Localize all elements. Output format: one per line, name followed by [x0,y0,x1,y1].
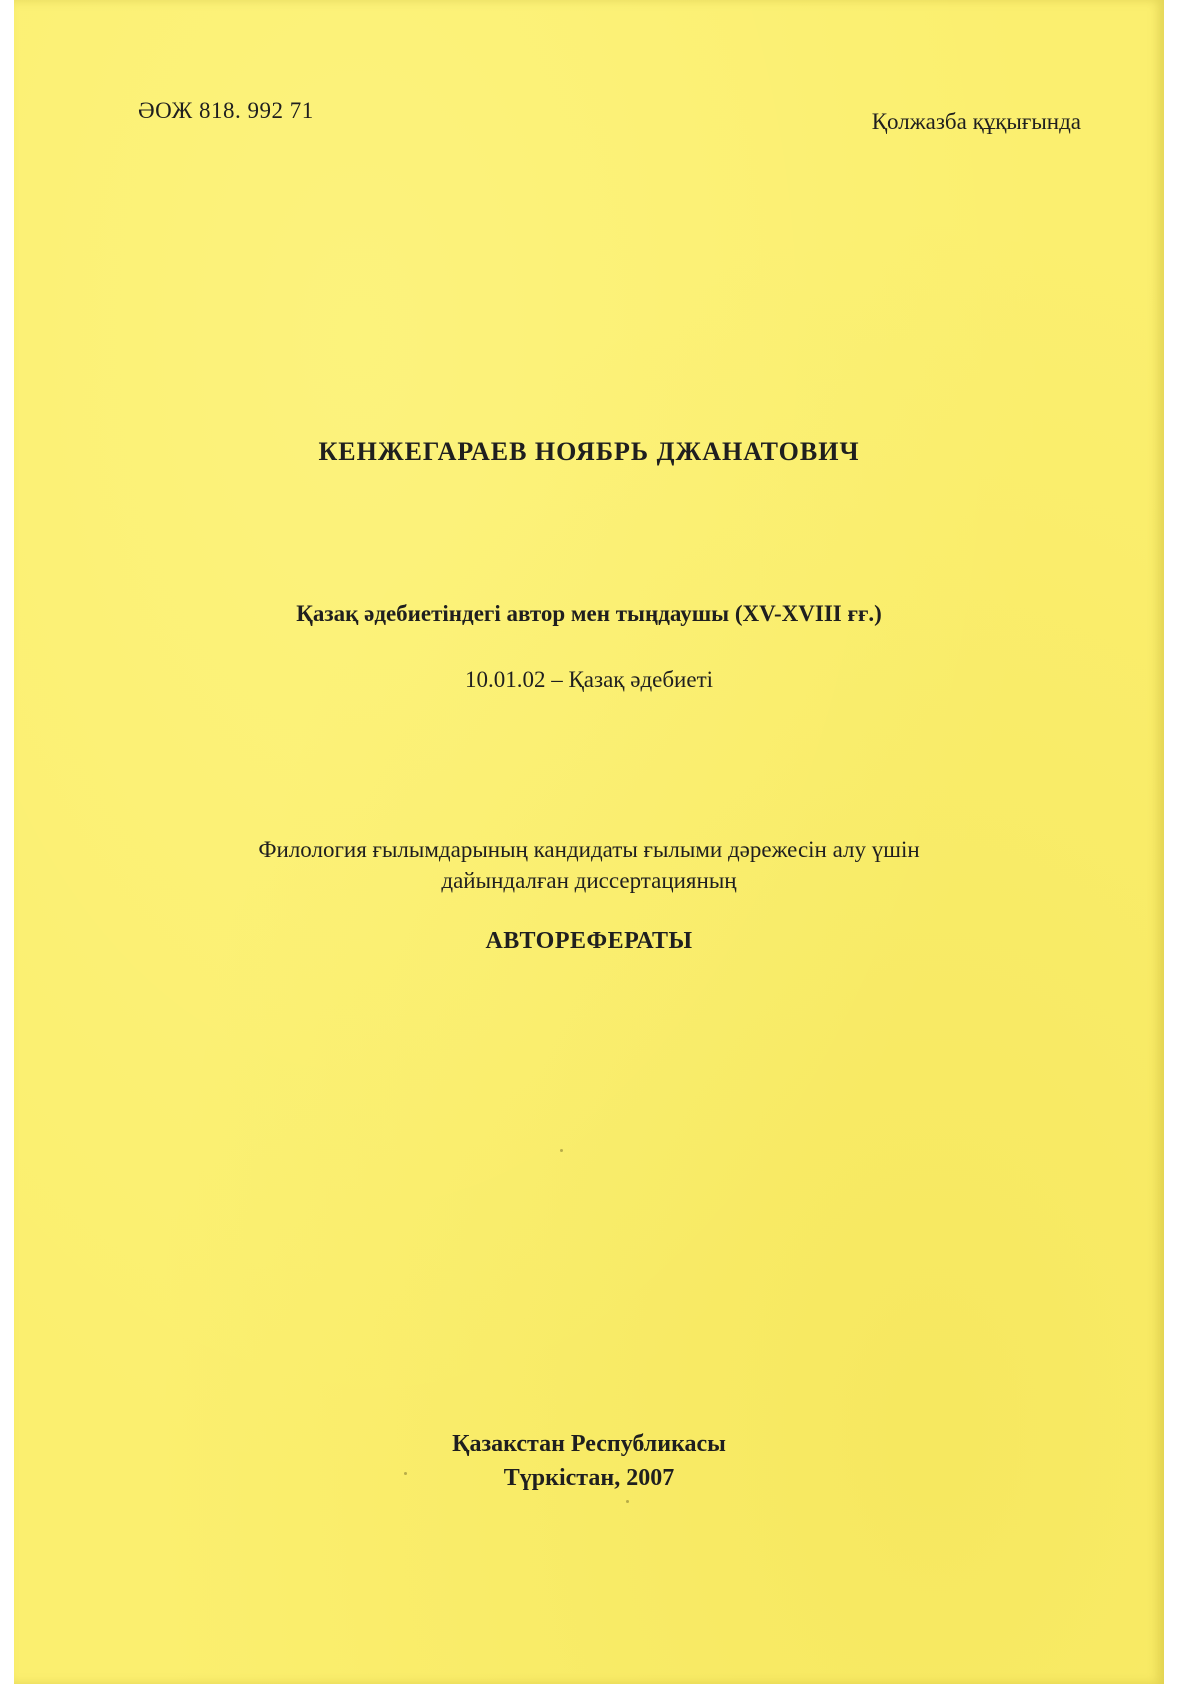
dissertation-title: Қазақ әдебиетіндегі автор мен тыңдаушы (XV-XVIII ғғ.) [296,601,882,626]
paper-speck [560,1149,563,1152]
publication-place [14,1427,1164,1495]
degree-statement [14,834,1164,896]
paper-speck [404,1472,407,1475]
document-type: АВТОРЕФЕРАТЫ [485,928,693,954]
country: Қазакстан Республикасы [452,1431,726,1457]
degree-line-2: дайындалған диссертацияның [441,868,737,893]
specialty-code: 10.01.02 – Қазақ әдебиеті [464,667,714,692]
title-page [14,0,1164,1684]
degree-line-1: Филология ғылымдарының кандидаты ғылыми дәрежесін алу үшін [258,837,920,862]
city-year: Түркістан, 2007 [503,1465,675,1491]
author-name: КЕНЖЕГАРАЕВ НОЯБРЬ ДЖАНАТОВИЧ [318,437,860,466]
manuscript-rights-note: Қолжазба құқығында [871,109,1081,134]
udc-code: ӘОЖ 818. 992 71 [138,98,314,123]
paper-speck [626,1500,629,1503]
